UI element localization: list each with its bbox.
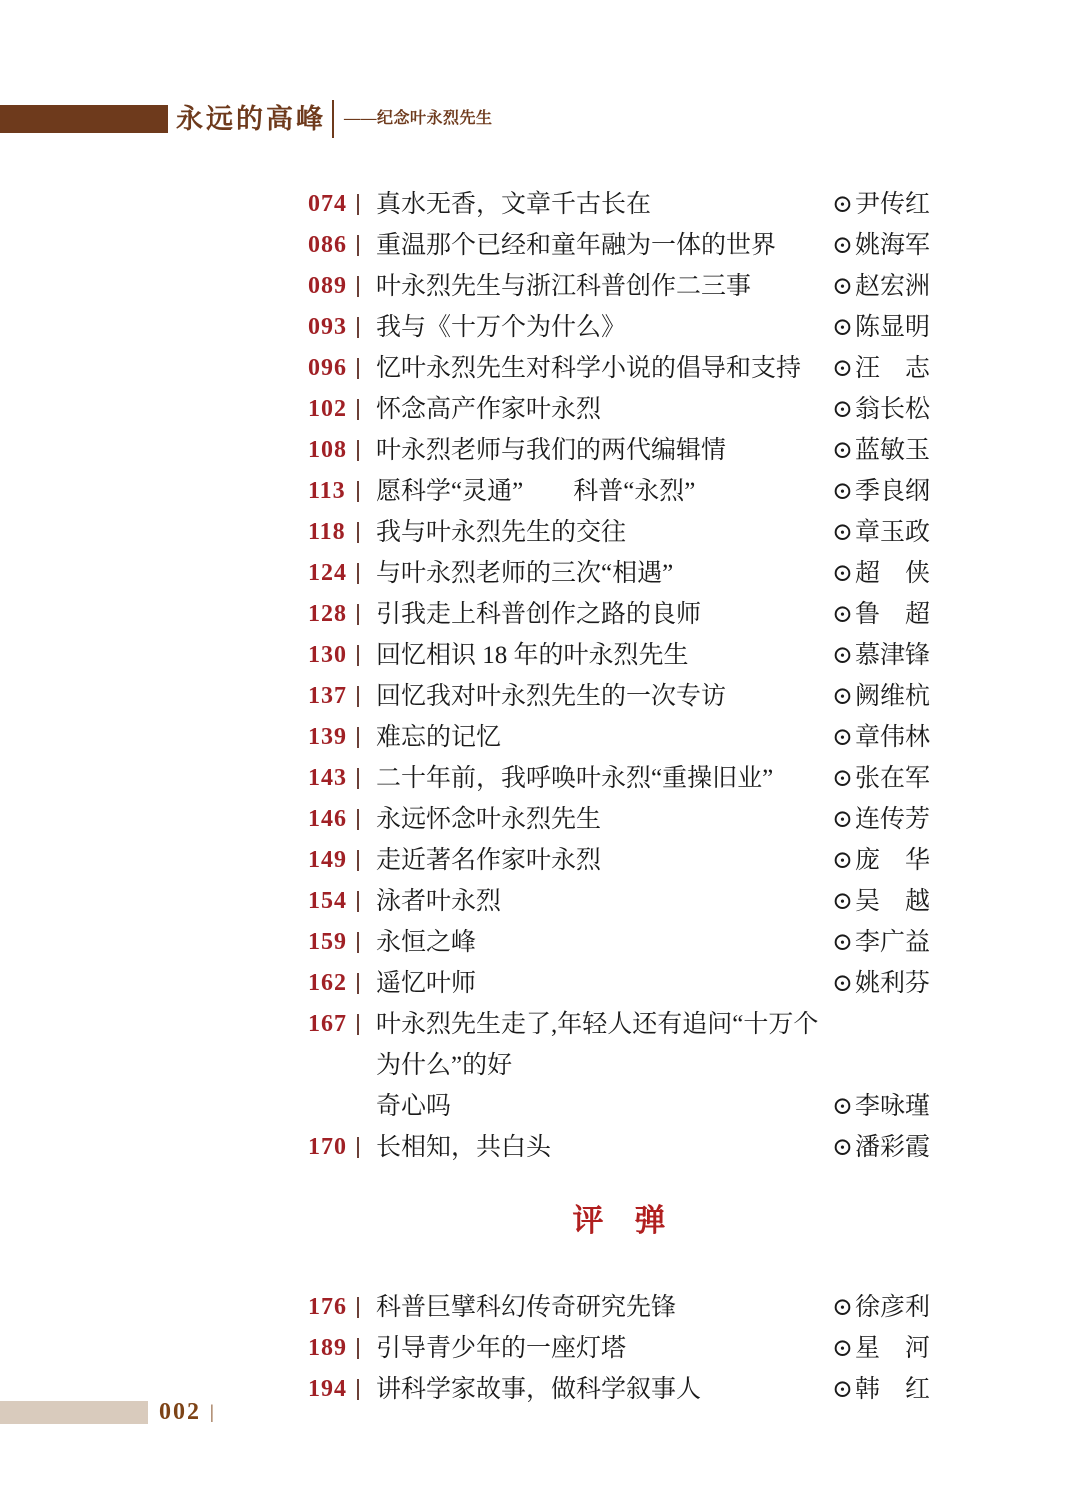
- toc-number-divider: [357, 604, 359, 625]
- toc-entry-author: [832, 840, 930, 881]
- toc-title-line: 忆叶永烈先生对科学小说的倡导和支持: [376, 355, 802, 382]
- toc-entry-title: [376, 430, 832, 471]
- author-marker-icon: ⊙: [832, 765, 853, 792]
- header-divider: [332, 100, 334, 138]
- toc-number-divider: [357, 1338, 359, 1359]
- toc-page-number: 074: [308, 191, 347, 217]
- toc-entry: [308, 1127, 930, 1168]
- toc-title-line: 叶永烈先生走了,年轻人还有追问“十万个为什么”的好: [376, 1011, 819, 1079]
- toc-title-line: 怀念高产作家叶永烈: [376, 396, 602, 423]
- toc-page-number: 189: [308, 1335, 347, 1361]
- book-subtitle: ——纪念叶永烈先生: [344, 110, 493, 127]
- toc-entry-author: [832, 1086, 930, 1127]
- toc-entry: [308, 1287, 930, 1328]
- toc-number-divider: [357, 809, 359, 830]
- toc-number-divider: [357, 563, 359, 584]
- toc-page-number: 154: [308, 888, 347, 914]
- author-name: 汪 志: [854, 355, 930, 382]
- author-marker-icon: ⊙: [832, 273, 853, 300]
- toc-entry-title: [376, 676, 832, 717]
- toc-title-line: 引导青少年的一座灯塔: [376, 1335, 627, 1362]
- author-marker-icon: ⊙: [832, 724, 853, 751]
- author-name: 李广益: [854, 929, 930, 956]
- toc-entry-title: [376, 225, 832, 266]
- toc-entry-title: [376, 1328, 832, 1369]
- toc-number-divider: [357, 932, 359, 953]
- page-footer: [0, 1400, 214, 1424]
- toc-entry-author: [832, 676, 930, 717]
- toc-title-line: 真水无香，文章千古长在: [376, 191, 652, 218]
- table-of-contents: [308, 184, 930, 1410]
- toc-entry-title: [376, 266, 832, 307]
- author-marker-icon: ⊙: [832, 683, 853, 710]
- author-name: 翁长松: [854, 396, 930, 423]
- author-name: 连传芳: [854, 806, 930, 833]
- running-head: [0, 103, 493, 135]
- toc-entry-author: [832, 553, 930, 594]
- toc-page-number: 176: [308, 1294, 347, 1320]
- toc-page-number: 118: [308, 519, 346, 545]
- author-name: 徐彦利: [854, 1294, 930, 1321]
- toc-entry-author: [832, 1127, 930, 1168]
- toc-entry-title: [376, 1127, 832, 1168]
- author-marker-icon: ⊙: [832, 1093, 853, 1120]
- author-marker-icon: ⊙: [832, 929, 853, 956]
- toc-entry-author: [832, 881, 930, 922]
- folio-page-number: 002: [159, 1399, 201, 1425]
- toc-page-number: 159: [308, 929, 347, 955]
- author-name: 姚海军: [854, 232, 930, 259]
- toc-entry-author: [832, 799, 930, 840]
- toc-title-line: 遥忆叶师: [376, 970, 477, 997]
- toc-page-number: 086: [308, 232, 347, 258]
- toc-title-line: 难忘的记忆: [376, 724, 502, 751]
- toc-entry-author: [832, 594, 930, 635]
- author-marker-icon: ⊙: [832, 560, 853, 587]
- author-marker-icon: ⊙: [832, 355, 853, 382]
- book-title: 永远的高峰: [176, 103, 326, 134]
- toc-title-line: 泳者叶永烈: [376, 888, 502, 915]
- toc-number-divider: [357, 440, 359, 461]
- toc-title-line: 永恒之峰: [376, 929, 477, 956]
- toc-entry-title: [376, 184, 832, 225]
- author-name: 赵宏洲: [854, 273, 930, 300]
- toc-entry: [308, 881, 930, 922]
- author-marker-icon: ⊙: [832, 806, 853, 833]
- toc-page-number: 130: [308, 642, 347, 668]
- author-name: 陈显明: [854, 314, 930, 341]
- toc-entry-title: [376, 594, 832, 635]
- toc-entry-author: [832, 1287, 930, 1328]
- toc-title-line: 愿科学“灵通” 科普“永烈”: [376, 478, 696, 505]
- toc-entry-title: [376, 1287, 832, 1328]
- toc-entry: [308, 266, 930, 307]
- toc-number-divider: [357, 645, 359, 666]
- toc-page-number: 162: [308, 970, 347, 996]
- toc-entry-title: [376, 553, 832, 594]
- toc-entry-author: [832, 963, 930, 1004]
- author-name: 章伟林: [854, 724, 930, 751]
- toc-number-divider: [357, 399, 359, 420]
- toc-number-divider: [357, 358, 359, 379]
- toc-entry: [308, 758, 930, 799]
- folio-divider: |: [210, 1401, 214, 1423]
- toc-number-divider: [357, 1379, 359, 1400]
- toc-number-divider: [357, 1014, 359, 1035]
- toc-entry-author: [832, 348, 930, 389]
- author-name: 慕津锋: [854, 642, 930, 669]
- toc-entry-author: [832, 1328, 930, 1369]
- toc-entry: [308, 512, 930, 553]
- toc-entry: [308, 307, 930, 348]
- toc-entry: [308, 1369, 930, 1410]
- toc-entry-author: [832, 1369, 930, 1410]
- toc-title-line: 走近著名作家叶永烈: [376, 847, 602, 874]
- toc-entry-title: [376, 471, 832, 512]
- author-marker-icon: ⊙: [832, 888, 853, 915]
- toc-entry: [308, 922, 930, 963]
- toc-entry-author: [832, 758, 930, 799]
- toc-title-line: 我与《十万个为什么》: [376, 314, 627, 341]
- author-marker-icon: ⊙: [832, 191, 853, 218]
- toc-page-number: 096: [308, 355, 347, 381]
- toc-entry: [308, 430, 930, 471]
- toc-entry: [308, 1328, 930, 1369]
- toc-entry: [308, 184, 930, 225]
- toc-page-number: 139: [308, 724, 347, 750]
- toc-entry: [308, 635, 930, 676]
- toc-number-divider: [357, 850, 359, 871]
- toc-title-line: 二十年前，我呼唤叶永烈“重操旧业”: [376, 765, 774, 792]
- toc-entry-title: [376, 512, 832, 553]
- toc-page-number: 137: [308, 683, 347, 709]
- author-marker-icon: ⊙: [832, 642, 853, 669]
- toc-entry-title: [376, 922, 832, 963]
- toc-entry: [308, 348, 930, 389]
- toc-number-divider: [357, 317, 359, 338]
- toc-number-divider: [357, 235, 359, 256]
- toc-entry-author: [832, 225, 930, 266]
- author-name: 庞 华: [854, 847, 930, 874]
- toc-page-number: 108: [308, 437, 347, 463]
- toc-entry: [308, 471, 930, 512]
- toc-number-divider: [357, 727, 359, 748]
- author-marker-icon: ⊙: [832, 314, 853, 341]
- toc-page-number: 170: [308, 1134, 347, 1160]
- toc-entry: [308, 1004, 930, 1127]
- author-name: 超 侠: [854, 560, 930, 587]
- author-marker-icon: ⊙: [832, 1134, 853, 1161]
- toc-number-divider: [357, 1297, 359, 1318]
- toc-page-number: 124: [308, 560, 347, 586]
- toc-entry-title: [376, 799, 832, 840]
- author-name: 吴 越: [854, 888, 930, 915]
- toc-number-divider: [357, 481, 359, 502]
- author-marker-icon: ⊙: [832, 232, 853, 259]
- author-name: 姚利芬: [854, 970, 930, 997]
- toc-entry-author: [832, 717, 930, 758]
- toc-number-divider: [357, 276, 359, 297]
- toc-entry-title: [376, 635, 832, 676]
- author-name: 蓝敏玉: [854, 437, 930, 464]
- toc-entry-author: [832, 430, 930, 471]
- author-name: 阙维杭: [854, 683, 930, 710]
- toc-entry-title: [376, 389, 832, 430]
- toc-entry: [308, 963, 930, 1004]
- section-heading: 评 弹: [572, 1203, 666, 1238]
- footer-accent-bar: [0, 1401, 148, 1424]
- toc-title-line: 科普巨擘科幻传奇研究先锋: [376, 1294, 677, 1321]
- author-marker-icon: ⊙: [832, 1335, 853, 1362]
- author-marker-icon: ⊙: [832, 478, 853, 505]
- toc-entry: [308, 840, 930, 881]
- toc-title-line: 讲科学家故事，做科学叙事人: [376, 1376, 702, 1403]
- author-name: 章玉政: [854, 519, 930, 546]
- toc-page-number: 149: [308, 847, 347, 873]
- author-name: 尹传红: [854, 191, 930, 218]
- toc-page-number: 143: [308, 765, 347, 791]
- toc-entry-title: [376, 717, 832, 758]
- author-marker-icon: ⊙: [832, 601, 853, 628]
- toc-title-line: 长相知，共白头: [376, 1134, 552, 1161]
- toc-title-line: 回忆我对叶永烈先生的一次专访: [376, 683, 727, 710]
- author-marker-icon: ⊙: [832, 1294, 853, 1321]
- toc-title-line: 奇心吗: [376, 1093, 452, 1120]
- toc-number-divider: [357, 973, 359, 994]
- toc-number-divider: [357, 1137, 359, 1158]
- toc-number-divider: [357, 194, 359, 215]
- toc-title-line: 永远怀念叶永烈先生: [376, 806, 602, 833]
- author-marker-icon: ⊙: [832, 437, 853, 464]
- author-name: 鲁 超: [854, 601, 930, 628]
- toc-title-line: 重温那个已经和童年融为一体的世界: [376, 232, 777, 259]
- toc-entry: [308, 717, 930, 758]
- toc-entry: [308, 389, 930, 430]
- toc-entry-title: [376, 1004, 832, 1127]
- toc-entry-author: [832, 184, 930, 225]
- toc-title-line: 与叶永烈老师的三次“相遇”: [376, 560, 674, 587]
- toc-number-divider: [357, 891, 359, 912]
- toc-entry: [308, 594, 930, 635]
- toc-number-divider: [357, 522, 359, 543]
- toc-title-line: 叶永烈老师与我们的两代编辑情: [376, 437, 727, 464]
- toc-page-number: 089: [308, 273, 347, 299]
- author-name: 李咏瑾: [854, 1093, 930, 1120]
- author-marker-icon: ⊙: [832, 970, 853, 997]
- toc-page-number: 167: [308, 1011, 347, 1037]
- author-marker-icon: ⊙: [832, 1376, 853, 1403]
- author-name: 张在军: [854, 765, 930, 792]
- toc-page-number: 113: [308, 478, 346, 504]
- author-name: 潘彩霞: [854, 1134, 930, 1161]
- toc-title-line: 引我走上科普创作之路的良师: [376, 601, 702, 628]
- toc-entry-title: [376, 348, 832, 389]
- author-marker-icon: ⊙: [832, 396, 853, 423]
- author-name: 星 河: [854, 1335, 930, 1362]
- toc-entry-title: [376, 758, 832, 799]
- toc-page-number: 102: [308, 396, 347, 422]
- toc-entry-author: [832, 307, 930, 348]
- author-marker-icon: ⊙: [832, 519, 853, 546]
- toc-entry-author: [832, 389, 930, 430]
- author-name: 季良纲: [854, 478, 930, 505]
- toc-entry: [308, 676, 930, 717]
- toc-title-line: 叶永烈先生与浙江科普创作二三事: [376, 273, 752, 300]
- toc-entry-title: [376, 881, 832, 922]
- toc-title-line: 我与叶永烈先生的交往: [376, 519, 627, 546]
- toc-title-line: 回忆相识 18 年的叶永烈先生: [376, 642, 689, 669]
- toc-entry: [308, 225, 930, 266]
- toc-entry-author: [832, 512, 930, 553]
- header-accent-bar: [0, 105, 168, 133]
- toc-entry-title: [376, 1369, 832, 1410]
- toc-number-divider: [357, 686, 359, 707]
- toc-entry-author: [832, 635, 930, 676]
- toc-page-number: 194: [308, 1376, 347, 1402]
- toc-number-divider: [357, 768, 359, 789]
- toc-entry: [308, 799, 930, 840]
- author-name: 韩 红: [854, 1376, 930, 1403]
- toc-entry-title: [376, 307, 832, 348]
- toc-entry-author: [832, 266, 930, 307]
- toc-page-number: 093: [308, 314, 347, 340]
- toc-page-number: 146: [308, 806, 347, 832]
- author-marker-icon: ⊙: [832, 847, 853, 874]
- toc-entry-title: [376, 840, 832, 881]
- toc-page-number: 128: [308, 601, 347, 627]
- toc-entry: [308, 553, 930, 594]
- toc-entry-author: [832, 922, 930, 963]
- toc-entry-title: [376, 963, 832, 1004]
- toc-entry-author: [832, 471, 930, 512]
